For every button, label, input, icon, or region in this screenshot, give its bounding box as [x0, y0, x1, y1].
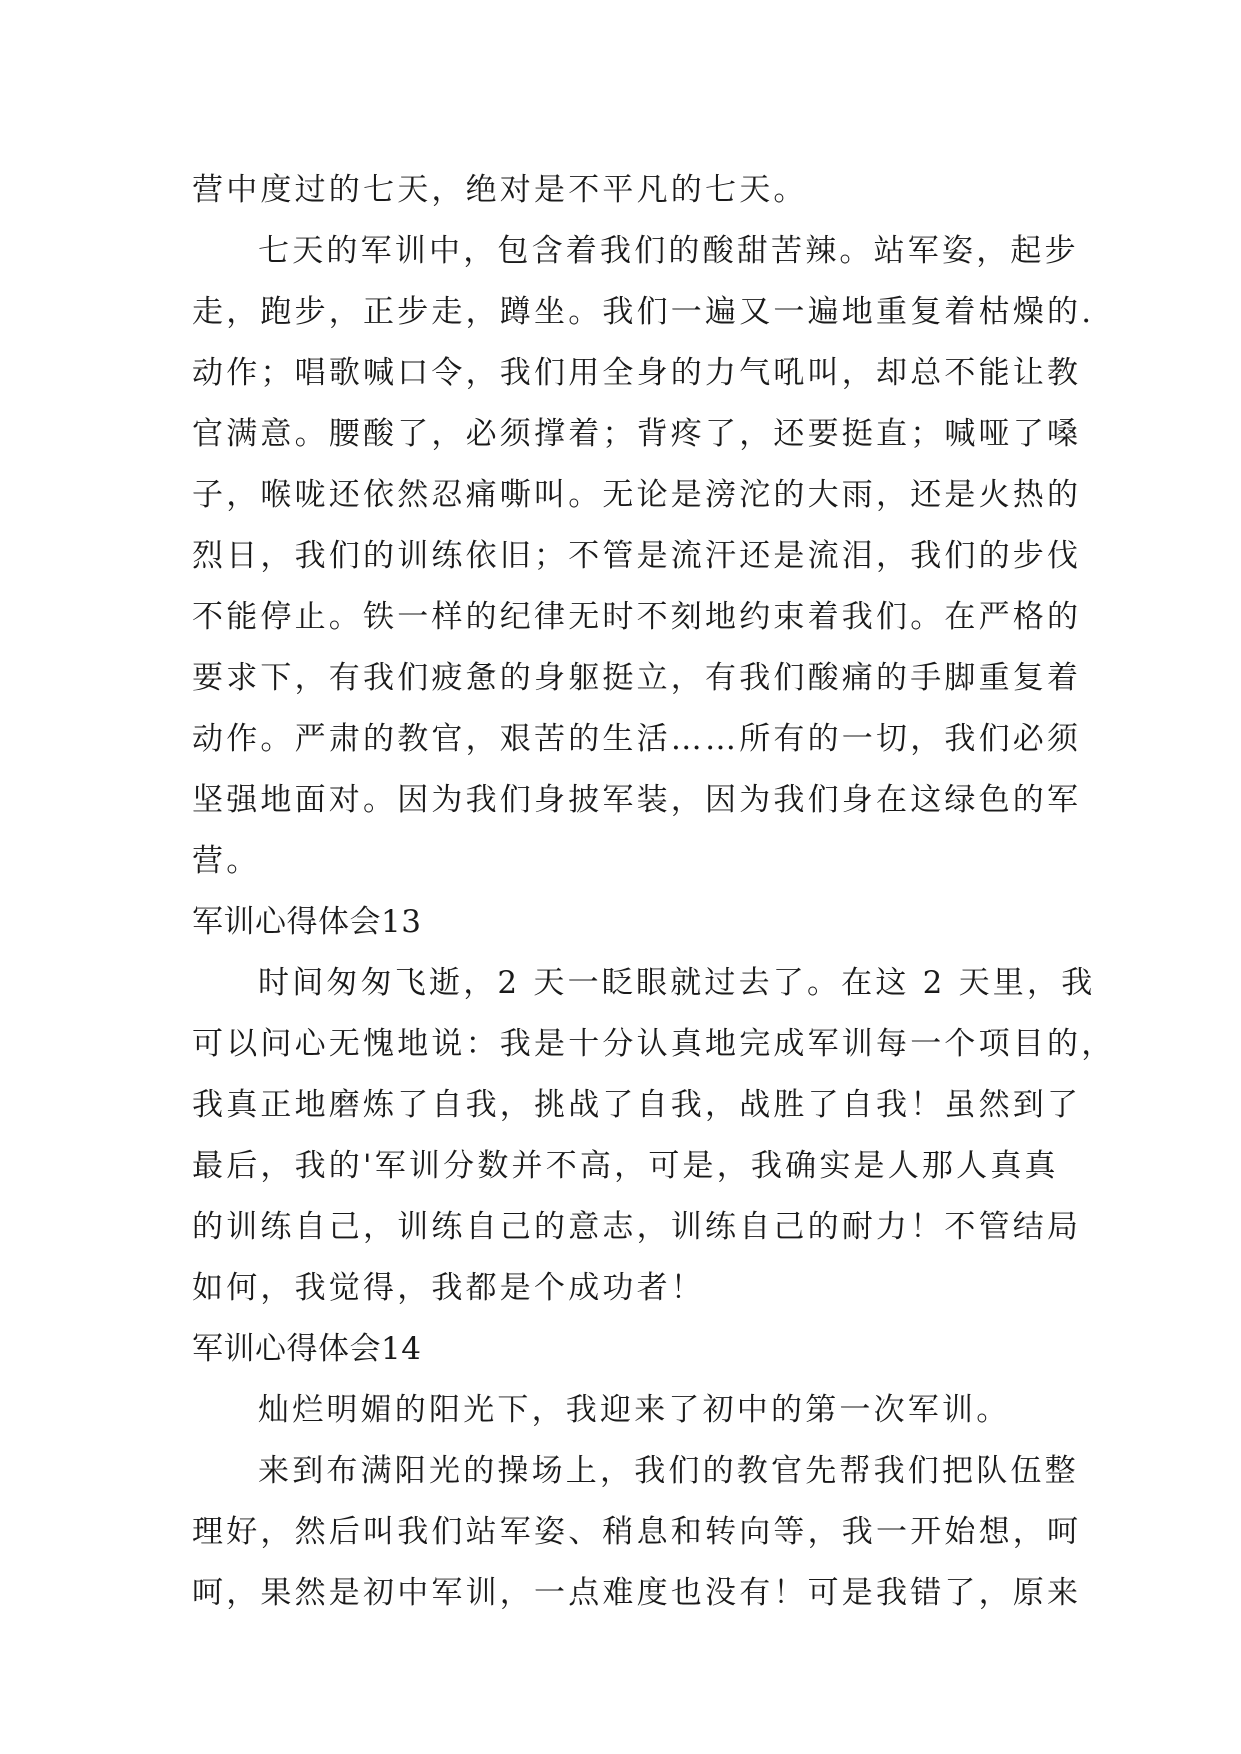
paragraph-start-line: 七天的军训中，包含着我们的酸甜苦辣。站军姿，起步: [258, 233, 1079, 269]
text-line: 动作；唱歌喊口令，我们用全身的力气吼叫，却总不能让教: [192, 355, 1082, 391]
text-line: 营。: [192, 843, 261, 879]
text-line: 不能停止。铁一样的纪律无时不刻地约束着我们。在严格的: [192, 599, 1082, 635]
text-line: 如何，我觉得，我都是个成功者！: [192, 1270, 705, 1306]
text-line: 我真正地磨炼了自我，挑战了自我，战胜了自我！虽然到了: [192, 1087, 1082, 1123]
text-line: 最后，我的'军训分数并不高，可是，我确实是人那人真真: [192, 1148, 1059, 1184]
text-line: 呵，果然是初中军训，一点难度也没有！可是我错了，原来: [192, 1575, 1082, 1611]
text-line: 理好，然后叫我们站军姿、稍息和转向等，我一开始想，呵: [192, 1514, 1082, 1550]
text-line: 坚强地面对。因为我们身披军装，因为我们身在这绿色的军: [192, 782, 1082, 818]
text-line: 可以问心无愧地说：我是十分认真地完成军训每一个项目的，: [192, 1026, 1116, 1062]
text-line: 烈日，我们的训练依旧；不管是流汗还是流泪，我们的步伐: [192, 538, 1082, 574]
section-heading: 军训心得体会13: [192, 904, 422, 940]
paragraph-start-line: 灿烂明媚的阳光下，我迎来了初中的第一次军训。: [258, 1392, 1011, 1428]
paragraph-start-line: 来到布满阳光的操场上，我们的教官先帮我们把队伍整: [258, 1453, 1079, 1489]
text-line: 营中度过的七天，绝对是不平凡的七天。: [192, 172, 808, 208]
text-line: 要求下，有我们疲惫的身躯挺立，有我们酸痛的手脚重复着: [192, 660, 1082, 696]
text-line: 动作。严肃的教官，艰苦的生活……所有的一切，我们必须: [192, 721, 1082, 757]
text-line: 走，跑步，正步走，蹲坐。我们一遍又一遍地重复着枯燥的.: [192, 294, 1095, 330]
text-line: 官满意。腰酸了，必须撑着；背疼了，还要挺直；喊哑了嗓: [192, 416, 1082, 452]
document-body: [192, 160, 1116, 1624]
text-line: 的训练自己，训练自己的意志，训练自己的耐力！不管结局: [192, 1209, 1082, 1245]
text-line: 子，喉咙还依然忍痛嘶叫。无论是滂沱的大雨，还是火热的: [192, 477, 1082, 513]
section-heading: 军训心得体会14: [192, 1331, 422, 1367]
paragraph-start-line: 时间匆匆飞逝，2 天一眨眼就过去了。在这 2 天里，我: [258, 965, 1096, 1001]
